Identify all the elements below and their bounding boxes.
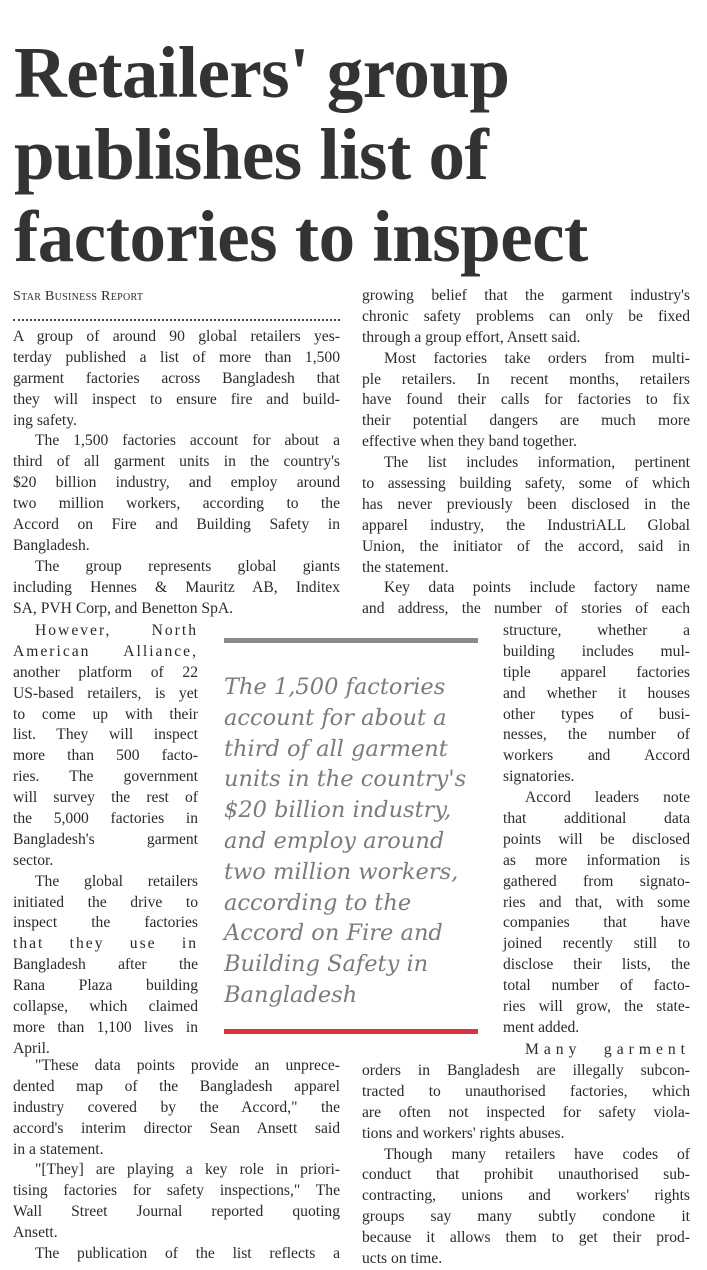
text-line: to come up with their — [13, 705, 198, 723]
text-line: that they use in — [13, 935, 198, 953]
text-line: and whether it houses — [503, 684, 690, 702]
text-line: ment added. — [503, 1018, 580, 1036]
pull-quote-text — [224, 672, 484, 1011]
text-line: ries and that, with some — [503, 893, 690, 911]
pull-quote-line: Bangladesh — [224, 981, 358, 1008]
text-line: structure, whether a — [503, 622, 690, 639]
text-line: Accord on Fire and Building Safety in — [13, 516, 340, 534]
text-line: chronic safety problems can only be fixed — [362, 307, 690, 325]
text-line: inspect the factories — [13, 914, 198, 932]
text-line: in a statement. — [13, 1140, 104, 1158]
text-line: US-based retailers, is yet — [13, 684, 198, 702]
text-line: ries will grow, the state- — [503, 998, 690, 1016]
text-line: Wall Street Journal reported quoting — [13, 1203, 340, 1221]
right-column-wrap — [503, 621, 690, 1039]
text-line: The list includes information, pertinent — [384, 454, 690, 472]
text-line: gathered from signato- — [503, 872, 690, 890]
text-line: The publication of the list reflects a — [35, 1245, 340, 1263]
pull-quote-line: units in the country's — [224, 766, 467, 793]
text-line: are often not inspected for safety viola- — [362, 1103, 690, 1121]
text-line: another platform of 22 — [13, 663, 198, 681]
text-line: growing belief that the garment industry's — [362, 287, 690, 304]
right-column-lead — [525, 1040, 690, 1061]
text-line: will survey the rest of — [13, 789, 198, 807]
text-line: Bangladesh's garment — [13, 830, 198, 848]
text-line: conduct that prohibit unauthorised sub- — [362, 1166, 690, 1184]
text-line: industry covered by the Accord," the — [13, 1098, 340, 1116]
pull-quote-bottom-rule — [224, 1029, 478, 1034]
text-line: American Alliance, — [13, 642, 198, 660]
text-line: apparel industry, the IndustriALL Global — [362, 516, 690, 534]
text-line: initiated the drive to — [13, 893, 198, 911]
text-line: nesses, the number of — [503, 726, 690, 744]
dotted-divider — [13, 319, 340, 321]
text-line: SA, PVH Corp, and Benetton SpA. — [13, 599, 234, 617]
text-line: ing safety. — [13, 411, 77, 429]
text-line: The 1,500 factories account for about a — [35, 432, 340, 450]
text-line: to assessing building safety, some of which — [362, 475, 690, 493]
pull-quote-line: Accord on Fire and — [224, 920, 443, 947]
text-line: the 5,000 factories in — [13, 810, 198, 828]
text-line: workers and Accord — [503, 747, 690, 765]
right-column-bottom — [362, 1061, 690, 1270]
headline — [14, 32, 704, 278]
text-line: two million workers, according to the — [13, 495, 340, 513]
text-line: orders in Bangladesh are illegally subcon- — [362, 1062, 690, 1079]
left-column-top — [13, 327, 340, 619]
pull-quote-line: account for about a — [224, 704, 447, 731]
headline-line: Retailers' group — [14, 32, 510, 113]
text-line: has never previously been disclosed in the — [362, 495, 690, 513]
pull-quote — [224, 638, 478, 1034]
text-line: Bangladesh. — [13, 536, 90, 554]
pull-quote-top-rule — [224, 638, 478, 643]
text-line: terday published a list of more than 1,500 — [13, 348, 340, 366]
text-line: third of all garment units in the country's — [13, 453, 340, 471]
text-line: Many garment — [525, 1041, 690, 1058]
text-line: sector. — [13, 851, 54, 869]
text-line: However, North — [35, 622, 198, 639]
text-line: Union, the initiator of the accord, said in — [362, 537, 690, 555]
text-line: more than 1,100 lives in — [13, 1018, 198, 1036]
text-line: and address, the number of stories of each — [362, 600, 690, 618]
text-line: April. — [13, 1039, 50, 1057]
text-line: A group of around 90 global retailers yes- — [13, 328, 340, 345]
text-line: the statement. — [362, 558, 449, 576]
text-line: including Hennes & Mauritz AB, Inditex — [13, 578, 340, 596]
text-line: Bangladesh after the — [13, 956, 198, 974]
text-line: ucts on time. — [362, 1250, 443, 1268]
text-line: The global retailers — [35, 872, 198, 890]
pull-quote-line: two million workers, — [224, 858, 459, 885]
text-line: signatories. — [503, 768, 575, 786]
text-line: that additional data — [503, 810, 690, 828]
text-line: list. They will inspect — [13, 726, 198, 744]
text-line: companies that have — [503, 914, 690, 932]
text-line: "These data points provide an unprece- — [35, 1057, 340, 1074]
text-line: groups say many subtly condone it — [362, 1208, 690, 1226]
left-column-bottom — [13, 1056, 340, 1265]
text-line: Most factories take orders from multi- — [384, 349, 690, 367]
text-line: as more information is — [503, 851, 690, 869]
left-column-wrap — [13, 621, 198, 1060]
text-line: Key data points include factory name — [384, 579, 690, 597]
text-line: points will be disclosed — [503, 830, 690, 848]
text-line: Accord leaders note — [525, 789, 690, 807]
text-line: joined recently still to — [503, 935, 690, 953]
text-line: total number of facto- — [503, 977, 690, 995]
text-line: The group represents global giants — [35, 557, 340, 575]
text-line: tiple apparel factories — [503, 663, 690, 681]
text-line: Though many retailers have codes of — [384, 1145, 690, 1163]
text-line: through a group effort, Ansett said. — [362, 328, 581, 346]
text-line: effective when they band together. — [362, 433, 577, 451]
text-line: Ansett. — [13, 1224, 58, 1242]
text-line: tising factories for safety inspections," The — [13, 1182, 340, 1200]
text-line: collapse, which claimed — [13, 998, 198, 1016]
pull-quote-line: third of all garment — [224, 735, 448, 762]
headline-line: publishes list of — [14, 114, 489, 195]
text-line: Rana Plaza building — [13, 977, 198, 995]
text-line: dented map of the Bangladesh apparel — [13, 1077, 340, 1095]
text-line: "[They] are playing a key role in priori- — [35, 1161, 340, 1179]
text-line: tions and workers' rights abuses. — [362, 1124, 565, 1142]
byline: Star Business Report — [13, 289, 144, 304]
text-line: disclose their lists, the — [503, 956, 690, 974]
pull-quote-line: Building Safety in — [224, 951, 429, 978]
pull-quote-line: and employ around — [224, 827, 445, 854]
pull-quote-line: The 1,500 factories — [224, 674, 446, 700]
text-line: tracted to unauthorised factories, which — [362, 1082, 690, 1100]
text-line: ries. The government — [13, 768, 198, 786]
text-line: they will inspect to ensure fire and build- — [13, 390, 340, 408]
text-line: their potential dangers are much more — [362, 412, 690, 430]
text-line: $20 billion industry, and employ around — [13, 474, 340, 492]
text-line: because it allows them to get their prod- — [362, 1229, 690, 1247]
text-line: have found their calls for factories to fix — [362, 391, 690, 409]
headline-line: factories to inspect — [14, 196, 588, 277]
text-line: garment factories across Bangladesh that — [13, 369, 340, 387]
pull-quote-line: according to the — [224, 889, 412, 916]
text-line: other types of busi- — [503, 705, 690, 723]
text-line: building includes mul- — [503, 642, 690, 660]
right-column-top — [362, 286, 690, 620]
text-line: ple retailers. In recent months, retailers — [362, 370, 690, 388]
pull-quote-line: $20 billion industry, — [224, 797, 452, 824]
text-line: contracting, unions and workers' rights — [362, 1187, 690, 1205]
text-line: accord's interim director Sean Ansett said — [13, 1119, 340, 1137]
text-line: more than 500 facto- — [13, 747, 198, 765]
